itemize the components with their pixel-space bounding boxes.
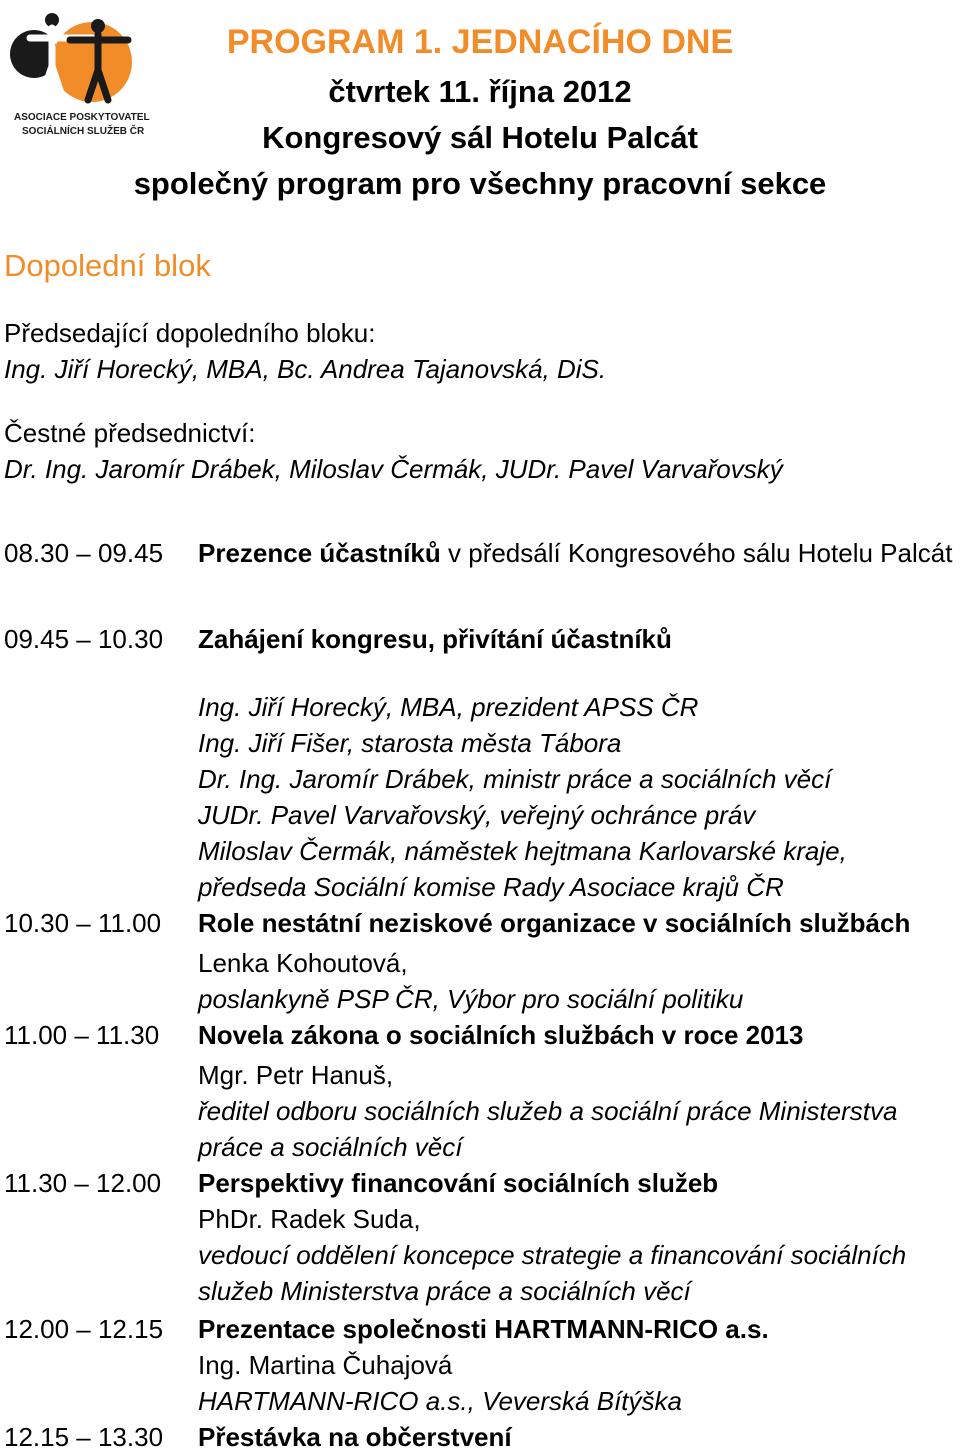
chair-names: Ing. Jiří Horecký, MBA, Bc. Andrea Tajanovská, DiS. (4, 354, 607, 384)
speaker-role: poslankyně PSP ČR, Výbor pro sociální politiku (198, 984, 744, 1014)
item-time: 09.45 – 10.30 (4, 624, 164, 654)
chair-label: Předsedající dopoledního bloku: (4, 318, 376, 348)
speaker-name: Ing. Martina Čuhajová (198, 1350, 453, 1380)
speaker-name: Mgr. Petr Hanuš, (198, 1060, 394, 1090)
item-time: 10.30 – 11.00 (4, 908, 162, 938)
speaker-role: ředitel odboru sociálních služeb a sociální práce Ministerstva (198, 1096, 898, 1126)
speaker-line: Ing. Jiří Horecký, MBA, prezident APSS ČR (198, 692, 699, 722)
item-title (198, 536, 952, 570)
item-title: Prezentace společnosti HARTMANN-RICO a.s. (198, 1314, 769, 1344)
item-title: Přestávka na občerstvení (198, 1422, 512, 1452)
item-title: Role nestátní neziskové organizace v sociálních službách (198, 908, 911, 938)
speaker-line: Dr. Ing. Jaromír Drábek, ministr práce a sociálních věcí (198, 764, 832, 794)
item-time: 08.30 – 09.45 (4, 538, 164, 568)
speaker-line: předseda Sociální komise Rady Asociace krajů ČR (198, 872, 784, 902)
speaker-line: JUDr. Pavel Varvařovský, veřejný ochránce práv (198, 800, 756, 830)
section-title: Dopolední blok (4, 248, 211, 283)
item-title-rest: v předsálí Kongresového sálu Hotelu Palcát (440, 538, 953, 568)
program-title: PROGRAM 1. JEDNACÍHO DNE (226, 23, 734, 61)
speaker-role: vedoucí oddělení koncepce strategie a financování sociálních (198, 1240, 907, 1270)
item-title: Zahájení kongresu, přivítání účastníků (198, 624, 672, 654)
item-title-bold: Prezence účastníků (198, 538, 441, 568)
item-time: 11.00 – 11.30 (4, 1020, 160, 1050)
program-date: čtvrtek 11. října 2012 (328, 74, 632, 109)
speaker-line: Ing. Jiří Fišer, starosta města Tábora (198, 728, 622, 758)
speaker-role: HARTMANN-RICO a.s., Veverská Bítýška (198, 1386, 682, 1416)
speaker-role: práce a sociálních věcí (198, 1132, 463, 1162)
program-venue: Kongresový sál Hotelu Palcát (262, 120, 698, 155)
speaker-name: PhDr. Radek Suda, (198, 1204, 421, 1234)
item-time: 11.30 – 12.00 (4, 1168, 162, 1198)
honor-names: Dr. Ing. Jaromír Drábek, Miloslav Čermák, JUDr. Pavel Varvařovský (4, 454, 783, 484)
item-title: Perspektivy financování sociálních služeb (198, 1168, 719, 1198)
honor-label: Čestné předsednictví: (4, 418, 256, 448)
logo-text-line2: SOCIÁLNÍCH SLUŽEB ČR (22, 126, 145, 137)
speaker-role: služeb Ministerstva práce a sociálních věcí (198, 1276, 691, 1306)
speaker-line: Miloslav Čermák, náměstek hejtmana Karlovarské kraje, (198, 836, 847, 866)
item-time: 12.00 – 12.15 (4, 1314, 164, 1344)
item-time: 12.15 – 13.30 (4, 1422, 164, 1452)
program-note: společný program pro všechny pracovní sekce (133, 166, 827, 201)
logo-text-line1: ASOCIACE POSKYTOVATELŮ (14, 112, 150, 123)
speaker-name: Lenka Kohoutová, (198, 948, 408, 978)
item-title: Novela zákona o sociálních službách v roce 2013 (198, 1020, 804, 1050)
